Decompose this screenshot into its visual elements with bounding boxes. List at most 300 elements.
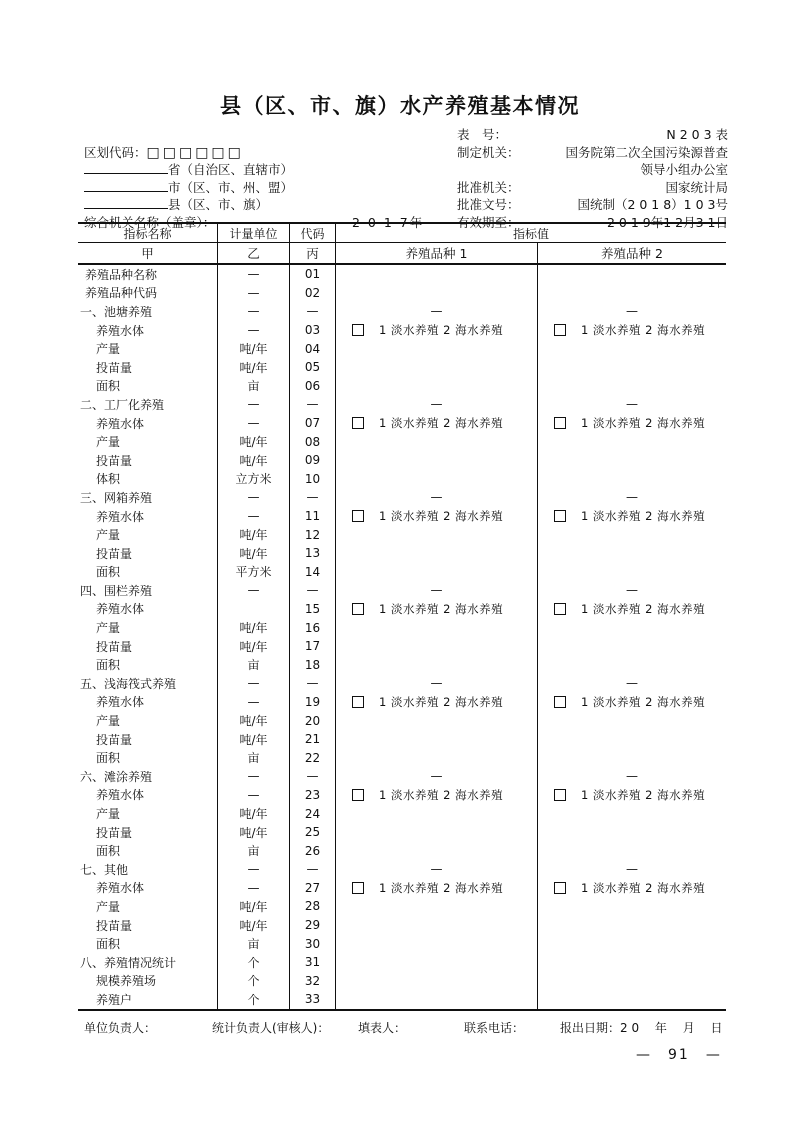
- unit-cell: 吨/年: [218, 339, 290, 358]
- unit-cell: —: [218, 674, 290, 693]
- unit-cell: —: [218, 488, 290, 507]
- indicator-name-cell: 养殖水体: [78, 786, 218, 805]
- unit-cell: 个: [218, 972, 290, 991]
- code-cell: 27: [290, 879, 336, 898]
- variety2-value-cell: [538, 916, 726, 935]
- col-header-a: 甲: [78, 243, 218, 263]
- form-no-value: N 2 0 3 表: [666, 127, 728, 142]
- unit-cell: —: [218, 693, 290, 712]
- variety1-value-cell: [336, 655, 538, 674]
- code-cell: 16: [290, 618, 336, 637]
- variety1-value-cell: [336, 953, 538, 972]
- variety1-value-cell: [336, 990, 538, 1009]
- indicator-name-cell: 体积: [78, 470, 218, 489]
- variety1-value-cell: [336, 358, 538, 377]
- table-row: [78, 748, 726, 767]
- variety2-value-cell: —: [626, 583, 638, 598]
- indicator-name-cell: 养殖水体: [78, 879, 218, 898]
- code-cell: 09: [290, 451, 336, 470]
- variety2-value-cell: [538, 804, 726, 823]
- code-cell: —: [290, 767, 336, 786]
- indicator-name-cell: 面积: [78, 934, 218, 953]
- checkbox-options-label: 1 淡水养殖 2 海水养殖: [581, 787, 706, 802]
- variety1-value-cell: [336, 600, 538, 619]
- province-label: 省（自治区、直辖市）: [168, 162, 294, 178]
- variety2-value-cell: [538, 507, 726, 526]
- variety2-value-cell: [538, 414, 726, 433]
- table-row: [78, 879, 726, 898]
- variety2-value-cell: [538, 711, 726, 730]
- code-cell: 21: [290, 730, 336, 749]
- indicator-name-cell: 八、养殖情况统计: [78, 953, 218, 972]
- variety2-value-cell: [538, 655, 726, 674]
- col-header-b: 乙: [218, 243, 290, 263]
- checkbox-icon: [554, 789, 566, 801]
- variety2-value-cell: [538, 972, 726, 991]
- indicator-name-cell: 面积: [78, 841, 218, 860]
- table-row: [78, 321, 726, 340]
- unit-cell: 吨/年: [218, 823, 290, 842]
- unit-cell: 个: [218, 953, 290, 972]
- code-cell: 02: [290, 284, 336, 303]
- variety1-value-cell: —: [336, 395, 538, 414]
- indicator-name-cell: 面积: [78, 748, 218, 767]
- checkbox-icon: [352, 789, 364, 801]
- unit-cell: 亩: [218, 377, 290, 396]
- variety1-value-cell: —: [336, 302, 538, 321]
- table-row: [78, 600, 726, 619]
- checkbox-icon: [352, 882, 364, 894]
- checkbox-options-label: 1 淡水养殖 2 海水养殖: [581, 880, 706, 895]
- variety1-value-cell: —: [336, 860, 538, 879]
- indicator-name-cell: 投苗量: [78, 451, 218, 470]
- maker-label: 制定机关：: [457, 144, 520, 160]
- maker-value-line2: 领导小组办公室: [640, 162, 728, 178]
- variety2-value-cell: [538, 618, 726, 637]
- unit-cell: —: [218, 284, 290, 303]
- table-header-row-1: [78, 224, 726, 243]
- checkbox-options-label: 1 淡水养殖 2 海水养殖: [379, 787, 504, 802]
- indicator-table-body: [78, 265, 726, 1009]
- code-cell: 25: [290, 823, 336, 842]
- county-underline: [84, 196, 168, 209]
- variety2-value-cell: —: [626, 490, 638, 505]
- checkbox-icon: [554, 510, 566, 522]
- variety2-value-cell: [538, 879, 726, 898]
- unit-cell: 吨/年: [218, 897, 290, 916]
- indicator-name-cell: 产量: [78, 618, 218, 637]
- maker-value-line1: 国务院第二次全国污染源普查: [565, 144, 728, 160]
- variety2-value-cell: [538, 563, 726, 582]
- table-row: [78, 804, 726, 823]
- code-cell: 04: [290, 339, 336, 358]
- code-cell: 22: [290, 748, 336, 767]
- checkbox-icon: [554, 324, 566, 336]
- variety2-value-cell: —: [626, 676, 638, 691]
- checkbox-icon: [554, 696, 566, 708]
- variety2-value-cell: [538, 284, 726, 303]
- table-row: [78, 953, 726, 972]
- unit-cell: —: [218, 879, 290, 898]
- variety2-value-cell: [538, 339, 726, 358]
- checkbox-options-label: 1 淡水养殖 2 海水养殖: [379, 601, 504, 616]
- indicator-name-cell: 投苗量: [78, 358, 218, 377]
- unit-cell: 平方米: [218, 563, 290, 582]
- code-cell: 11: [290, 507, 336, 526]
- code-cell: 18: [290, 655, 336, 674]
- code-cell: 10: [290, 470, 336, 489]
- page-title: 县（区、市、旗）水产养殖基本情况: [220, 94, 580, 118]
- checkbox-icon: [352, 417, 364, 429]
- col-header-unit: 计量单位: [218, 224, 290, 242]
- variety2-value-cell: [538, 730, 726, 749]
- form-no-label: 表 号：: [457, 127, 508, 142]
- table-row: [78, 339, 726, 358]
- indicator-name-cell: 投苗量: [78, 637, 218, 656]
- table-row: [78, 916, 726, 935]
- code-cell: 20: [290, 711, 336, 730]
- unit-cell: 吨/年: [218, 916, 290, 935]
- header-line-city: [84, 178, 728, 196]
- variety2-value-cell: [538, 786, 726, 805]
- table-row: [78, 488, 726, 507]
- variety2-value-cell: [538, 470, 726, 489]
- variety1-value-cell: [336, 563, 538, 582]
- checkbox-options-label: 1 淡水养殖 2 海水养殖: [379, 416, 504, 431]
- checkbox-icon: [352, 603, 364, 615]
- col-header-variety2: 养殖品种 2: [601, 246, 663, 261]
- doc-no-label: 批准文号：: [457, 197, 520, 213]
- code-cell: 13: [290, 544, 336, 563]
- table-row: [78, 841, 726, 860]
- variety1-value-cell: [336, 897, 538, 916]
- indicator-name-cell: 养殖水体: [78, 507, 218, 526]
- header-line-region-code: [84, 143, 728, 161]
- table-row: [78, 767, 726, 786]
- unit-cell: 吨/年: [218, 730, 290, 749]
- variety1-value-cell: [336, 730, 538, 749]
- table-row: [78, 693, 726, 712]
- county-blank: [84, 195, 268, 213]
- code-cell: 28: [290, 897, 336, 916]
- unit-cell: 吨/年: [218, 711, 290, 730]
- checkbox-icon: [352, 324, 364, 336]
- unit-cell: 吨/年: [218, 525, 290, 544]
- table-row: [78, 674, 726, 693]
- checkbox-options-label: 1 淡水养殖 2 海水养殖: [581, 323, 706, 338]
- header-line-form-no: [84, 125, 728, 143]
- indicator-name-cell: 养殖水体: [78, 414, 218, 433]
- table-row: [78, 395, 726, 414]
- indicator-name-cell: 七、其他: [78, 860, 218, 879]
- col-header-value: 指标值: [512, 226, 549, 241]
- variety2-value-cell: [538, 377, 726, 396]
- valid-label: 有效期至：: [457, 214, 520, 230]
- table-row: [78, 972, 726, 991]
- code-cell: 14: [290, 563, 336, 582]
- indicator-name-cell: 投苗量: [78, 544, 218, 563]
- variety1-value-cell: [336, 804, 538, 823]
- city-label: 市（区、市、州、盟）: [168, 179, 294, 195]
- variety2-value-cell: [538, 934, 726, 953]
- form-footer: [0, 1019, 800, 1035]
- code-cell: —: [290, 860, 336, 879]
- unit-cell: 吨/年: [218, 432, 290, 451]
- unit-head-label: 单位负责人：: [84, 1021, 157, 1035]
- table-row: [78, 786, 726, 805]
- unit-cell: 亩: [218, 841, 290, 860]
- code-cell: —: [290, 302, 336, 321]
- header-line-province: [84, 160, 728, 178]
- unit-cell: 吨/年: [218, 544, 290, 563]
- variety2-value-cell: [538, 953, 726, 972]
- table-row: [78, 990, 726, 1009]
- unit-cell: [218, 600, 290, 619]
- indicator-name-cell: 产量: [78, 804, 218, 823]
- checkbox-icon: [352, 510, 364, 522]
- indicator-name-cell: 养殖品种名称: [78, 265, 218, 284]
- code-cell: 03: [290, 321, 336, 340]
- form-header: [84, 125, 728, 231]
- code-cell: 07: [290, 414, 336, 433]
- code-cell: 24: [290, 804, 336, 823]
- code-cell: 08: [290, 432, 336, 451]
- table-row: [78, 581, 726, 600]
- indicator-name-cell: 面积: [78, 377, 218, 396]
- indicator-name-cell: 一、池塘养殖: [78, 302, 218, 321]
- variety2-value-cell: [538, 823, 726, 842]
- variety2-value-cell: [538, 451, 726, 470]
- variety2-value-cell: [538, 693, 726, 712]
- variety1-value-cell: [336, 525, 538, 544]
- indicator-name-cell: 二、工厂化养殖: [78, 395, 218, 414]
- variety2-value-cell: [538, 637, 726, 656]
- table-row: [78, 451, 726, 470]
- variety1-value-cell: [336, 618, 538, 637]
- variety1-value-cell: [336, 916, 538, 935]
- variety1-value-cell: [336, 711, 538, 730]
- indicator-name-cell: 六、滩涂养殖: [78, 767, 218, 786]
- code-cell: —: [290, 674, 336, 693]
- region-code-label: 区划代码：: [84, 144, 147, 160]
- indicator-name-cell: 规模养殖场: [78, 972, 218, 991]
- region-code-boxes-icon: □□□□□□: [146, 144, 244, 161]
- unit-cell: —: [218, 321, 290, 340]
- report-year: 2 0 1 7年: [352, 214, 425, 230]
- checkbox-icon: [554, 417, 566, 429]
- table-row: [78, 897, 726, 916]
- variety2-value-cell: [538, 748, 726, 767]
- variety1-value-cell: [336, 544, 538, 563]
- org-label: 综合机关名称（盖章）：: [84, 214, 216, 230]
- variety1-value-cell: [336, 265, 538, 284]
- table-row: [78, 377, 726, 396]
- variety2-value-cell: —: [626, 769, 638, 784]
- unit-cell: 吨/年: [218, 358, 290, 377]
- table-row: [78, 414, 726, 433]
- variety1-value-cell: —: [336, 674, 538, 693]
- variety2-value-cell: [538, 990, 726, 1009]
- variety1-value-cell: [336, 972, 538, 991]
- variety1-value-cell: [336, 321, 538, 340]
- checkbox-options-label: 1 淡水养殖 2 海水养殖: [379, 323, 504, 338]
- city-underline: [84, 179, 168, 192]
- variety1-value-cell: [336, 414, 538, 433]
- unit-cell: 亩: [218, 934, 290, 953]
- unit-cell: 吨/年: [218, 618, 290, 637]
- variety2-value-cell: [538, 321, 726, 340]
- county-label: 县（区、市、旗）: [168, 197, 269, 213]
- unit-cell: 吨/年: [218, 804, 290, 823]
- doc-no-value: 国统制（2 0 1 8）1 0 3号: [577, 197, 728, 213]
- table-row: [78, 470, 726, 489]
- variety2-value-cell: [538, 841, 726, 860]
- indicator-name-cell: 产量: [78, 339, 218, 358]
- variety1-value-cell: [336, 841, 538, 860]
- variety2-value-cell: —: [626, 304, 638, 319]
- table-row: [78, 823, 726, 842]
- indicator-name-cell: 产量: [78, 525, 218, 544]
- code-cell: 30: [290, 934, 336, 953]
- code-cell: 12: [290, 525, 336, 544]
- table-row: [78, 265, 726, 284]
- table-row: [78, 934, 726, 953]
- code-cell: 26: [290, 841, 336, 860]
- unit-cell: —: [218, 860, 290, 879]
- indicator-name-cell: 产量: [78, 432, 218, 451]
- valid-value: 2 0 1 9年1 2月3 1日: [607, 214, 728, 230]
- code-cell: 23: [290, 786, 336, 805]
- variety1-value-cell: —: [336, 581, 538, 600]
- page-number: — 91 —: [636, 1047, 722, 1063]
- table-row: [78, 525, 726, 544]
- unit-cell: —: [218, 395, 290, 414]
- table-header-row-2: [78, 243, 726, 265]
- table-row: [78, 284, 726, 303]
- unit-cell: —: [218, 767, 290, 786]
- table-row: [78, 655, 726, 674]
- table-row: [78, 302, 726, 321]
- unit-cell: 个: [218, 990, 290, 1009]
- variety2-value-cell: —: [626, 862, 638, 877]
- table-row: [78, 618, 726, 637]
- table-row: [78, 637, 726, 656]
- unit-cell: —: [218, 302, 290, 321]
- approver-value: 国家统计局: [665, 179, 728, 195]
- table-row: [78, 432, 726, 451]
- variety2-value-cell: [538, 600, 726, 619]
- unit-cell: —: [218, 786, 290, 805]
- variety1-value-cell: —: [336, 767, 538, 786]
- variety2-value-cell: [538, 358, 726, 377]
- variety1-value-cell: [336, 470, 538, 489]
- checkbox-options-label: 1 淡水养殖 2 海水养殖: [581, 509, 706, 524]
- indicator-name-cell: 投苗量: [78, 916, 218, 935]
- table-row: [78, 358, 726, 377]
- indicator-name-cell: 养殖水体: [78, 693, 218, 712]
- code-cell: 06: [290, 377, 336, 396]
- indicator-name-cell: 养殖户: [78, 990, 218, 1009]
- indicator-name-cell: 养殖水体: [78, 600, 218, 619]
- indicator-name-cell: 产量: [78, 897, 218, 916]
- variety2-value-cell: —: [626, 397, 638, 412]
- variety1-value-cell: [336, 284, 538, 303]
- checkbox-options-label: 1 淡水养殖 2 海水养殖: [581, 601, 706, 616]
- code-cell: —: [290, 488, 336, 507]
- indicator-name-cell: 五、浅海筏式养殖: [78, 674, 218, 693]
- indicator-name-cell: 面积: [78, 655, 218, 674]
- unit-cell: 吨/年: [218, 637, 290, 656]
- province-blank: [84, 160, 293, 178]
- approver-label: 批准机关：: [457, 179, 520, 195]
- code-cell: 33: [290, 990, 336, 1009]
- checkbox-icon: [352, 696, 364, 708]
- variety1-value-cell: [336, 934, 538, 953]
- code-cell: 29: [290, 916, 336, 935]
- table-row: [78, 711, 726, 730]
- col-header-name: 指标名称: [78, 224, 218, 242]
- stat-head-label: 统计负责人(审核人)：: [212, 1021, 330, 1035]
- table-row: [78, 544, 726, 563]
- variety1-value-cell: [336, 432, 538, 451]
- checkbox-options-label: 1 淡水养殖 2 海水养殖: [581, 416, 706, 431]
- variety1-value-cell: [336, 786, 538, 805]
- province-underline: [84, 161, 168, 174]
- code-cell: 01: [290, 265, 336, 284]
- variety1-value-cell: [336, 879, 538, 898]
- variety1-value-cell: [336, 748, 538, 767]
- col-header-variety1: 养殖品种 1: [336, 243, 538, 263]
- code-cell: 32: [290, 972, 336, 991]
- phone-label: 联系电话：: [464, 1021, 525, 1035]
- variety1-value-cell: [336, 637, 538, 656]
- code-cell: 31: [290, 953, 336, 972]
- header-line-county: [84, 195, 728, 213]
- col-header-code: 代码: [290, 224, 336, 242]
- table-row: [78, 563, 726, 582]
- unit-cell: —: [218, 265, 290, 284]
- table-row: [78, 860, 726, 879]
- city-blank: [84, 178, 293, 196]
- variety2-value-cell: [538, 265, 726, 284]
- table-row: [78, 507, 726, 526]
- unit-cell: —: [218, 581, 290, 600]
- table-row: [78, 730, 726, 749]
- filler-label: 填表人：: [358, 1021, 407, 1035]
- indicator-name-cell: 养殖品种代码: [78, 284, 218, 303]
- variety1-value-cell: —: [336, 488, 538, 507]
- indicator-name-cell: 养殖水体: [78, 321, 218, 340]
- variety1-value-cell: [336, 693, 538, 712]
- variety2-value-cell: [538, 897, 726, 916]
- variety2-value-cell: [538, 525, 726, 544]
- indicator-name-cell: 产量: [78, 711, 218, 730]
- checkbox-options-label: 1 淡水养殖 2 海水养殖: [379, 694, 504, 709]
- code-cell: —: [290, 581, 336, 600]
- region-code: [84, 143, 244, 161]
- indicator-name-cell: 投苗量: [78, 730, 218, 749]
- code-cell: 17: [290, 637, 336, 656]
- unit-cell: —: [218, 414, 290, 433]
- code-cell: 05: [290, 358, 336, 377]
- unit-cell: 吨/年: [218, 451, 290, 470]
- variety1-value-cell: [336, 339, 538, 358]
- unit-cell: 立方米: [218, 470, 290, 489]
- variety2-value-cell: [538, 544, 726, 563]
- indicator-name-cell: 投苗量: [78, 823, 218, 842]
- indicator-name-cell: 三、网箱养殖: [78, 488, 218, 507]
- checkbox-icon: [554, 882, 566, 894]
